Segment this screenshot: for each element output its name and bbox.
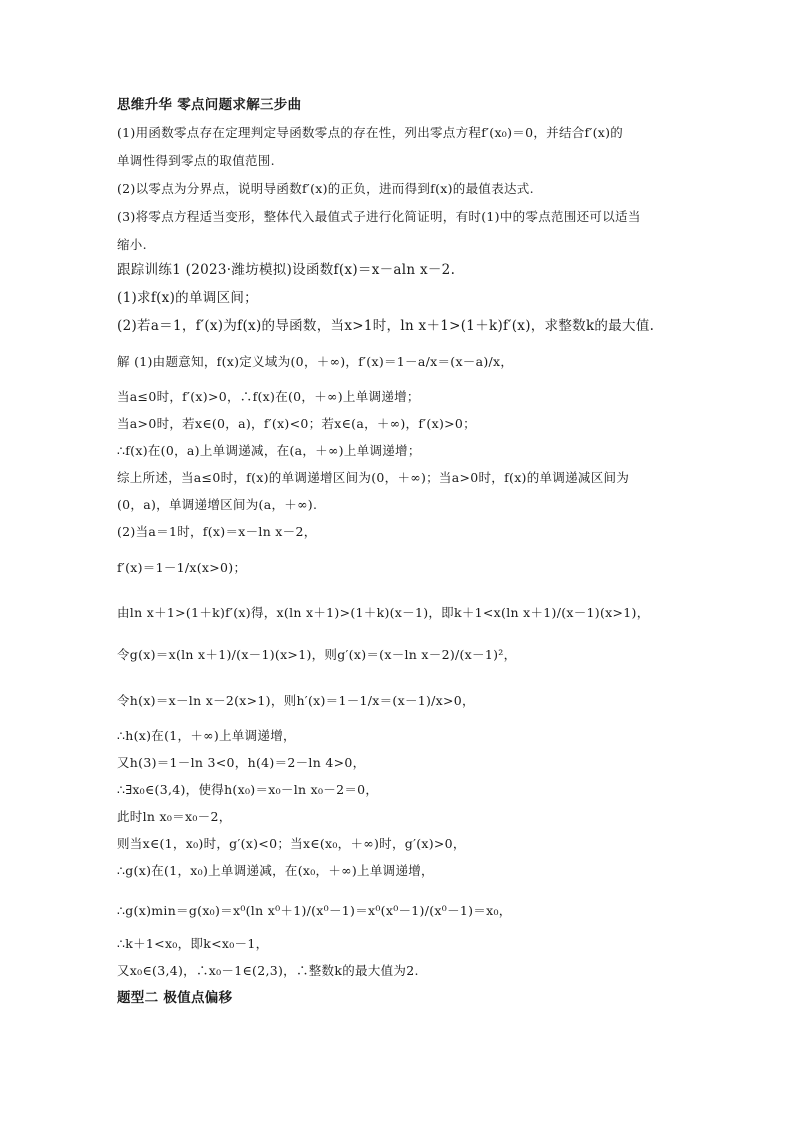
- text-line: ∴k＋1<x₀，即k<x₀－1，: [117, 936, 269, 951]
- text-line: 解 (1)由题意知，f(x)定义域为(0，＋∞)，f′(x)＝1－a/x＝(x－a)/x，: [117, 354, 514, 369]
- text-line: 令h(x)＝x－ln x－2(x>1)，则h′(x)＝1－1/x＝(x－1)/x>0，: [117, 693, 475, 708]
- text-line: (1)用函数零点存在定理判定导函数零点的存在性，列出零点方程f′(x₀)＝0，并结合f′(x)的: [117, 125, 624, 140]
- text-line: 则当x∈(1，x₀)时，g′(x)<0；当x∈(x₀，＋∞)时，g′(x)>0，: [117, 836, 466, 851]
- text-line: 令g(x)＝x(ln x＋1)/(x－1)(x>1)，则g′(x)＝(x－ln x－2)/(x－1)²，: [117, 647, 517, 662]
- text-line: (2)当a＝1时，f(x)＝x－ln x－2，: [117, 524, 317, 539]
- text-line: ∴h(x)在(1，＋∞)上单调递增，: [117, 728, 296, 743]
- text-line: 由ln x＋1>(1＋k)f′(x)得，x(ln x＋1)>(1＋k)(x－1)，即k＋1<x(ln x＋1)/(x－1)(x>1)，: [117, 605, 650, 620]
- text-line: ∴g(x)在(1，x₀)上单调递减，在(x₀，＋∞)上单调递增，: [117, 863, 434, 878]
- text-line: 综上所述，当a≤0时，f(x)的单调递增区间为(0，＋∞)；当a>0时，f(x)的单调递减区间为: [117, 470, 630, 485]
- text-line: ∴f(x)在(0，a)上单调递减，在(a，＋∞)上单调递增；: [117, 443, 421, 458]
- text-line: 思维升华 零点问题求解三步曲: [117, 97, 302, 113]
- text-line: 当a>0时，若x∈(0，a)，f′(x)<0；若x∈(a，＋∞)，f′(x)>0；: [117, 416, 476, 431]
- text-line: 又h(3)＝1－ln 3<0，h(4)＝2－ln 4>0，: [117, 755, 366, 770]
- text-line: 又x₀∈(3,4)，∴x₀－1∈(2,3)，∴整数k的最大值为2.: [117, 963, 419, 978]
- text-line: 缩小.: [117, 237, 147, 252]
- text-line: (2)若a＝1，f′(x)为f(x)的导函数，当x>1时，ln x＋1>(1＋k)f′(x)，求整数k的最大值.: [117, 318, 655, 334]
- text-line: 单调性得到零点的取值范围.: [117, 153, 275, 168]
- text-line: 此时ln x₀＝x₀－2，: [117, 809, 232, 824]
- text-line: (0，a)，单调递增区间为(a，＋∞).: [117, 497, 318, 512]
- text-line: ∴g(x)min＝g(x₀)＝x⁰(ln x⁰＋1)/(x⁰－1)＝x⁰(x⁰－1)/(x⁰－1)＝x₀，: [117, 903, 512, 918]
- text-line: 跟踪训练1 (2023·潍坊模拟)设函数f(x)＝x－aln x－2.: [117, 262, 456, 278]
- text-line: (3)将零点方程适当变形，整体代入最值式子进行化简证明，有时(1)中的零点范围还可以适当: [117, 209, 641, 224]
- text-line: 题型二 极值点偏移: [117, 990, 233, 1006]
- text-line: (2)以零点为分界点，说明导函数f′(x)的正负，进而得到f(x)的最值表达式.: [117, 181, 534, 196]
- text-line: (1)求f(x)的单调区间；: [117, 290, 258, 306]
- text-line: ∴∃x₀∈(3,4)，使得h(x₀)＝x₀－ln x₀－2＝0，: [117, 782, 379, 797]
- text-line: 当a≤0时，f′(x)>0，∴f(x)在(0，＋∞)上单调递增；: [117, 389, 420, 404]
- text-line: f′(x)＝1－1/x(x>0)；: [117, 560, 247, 575]
